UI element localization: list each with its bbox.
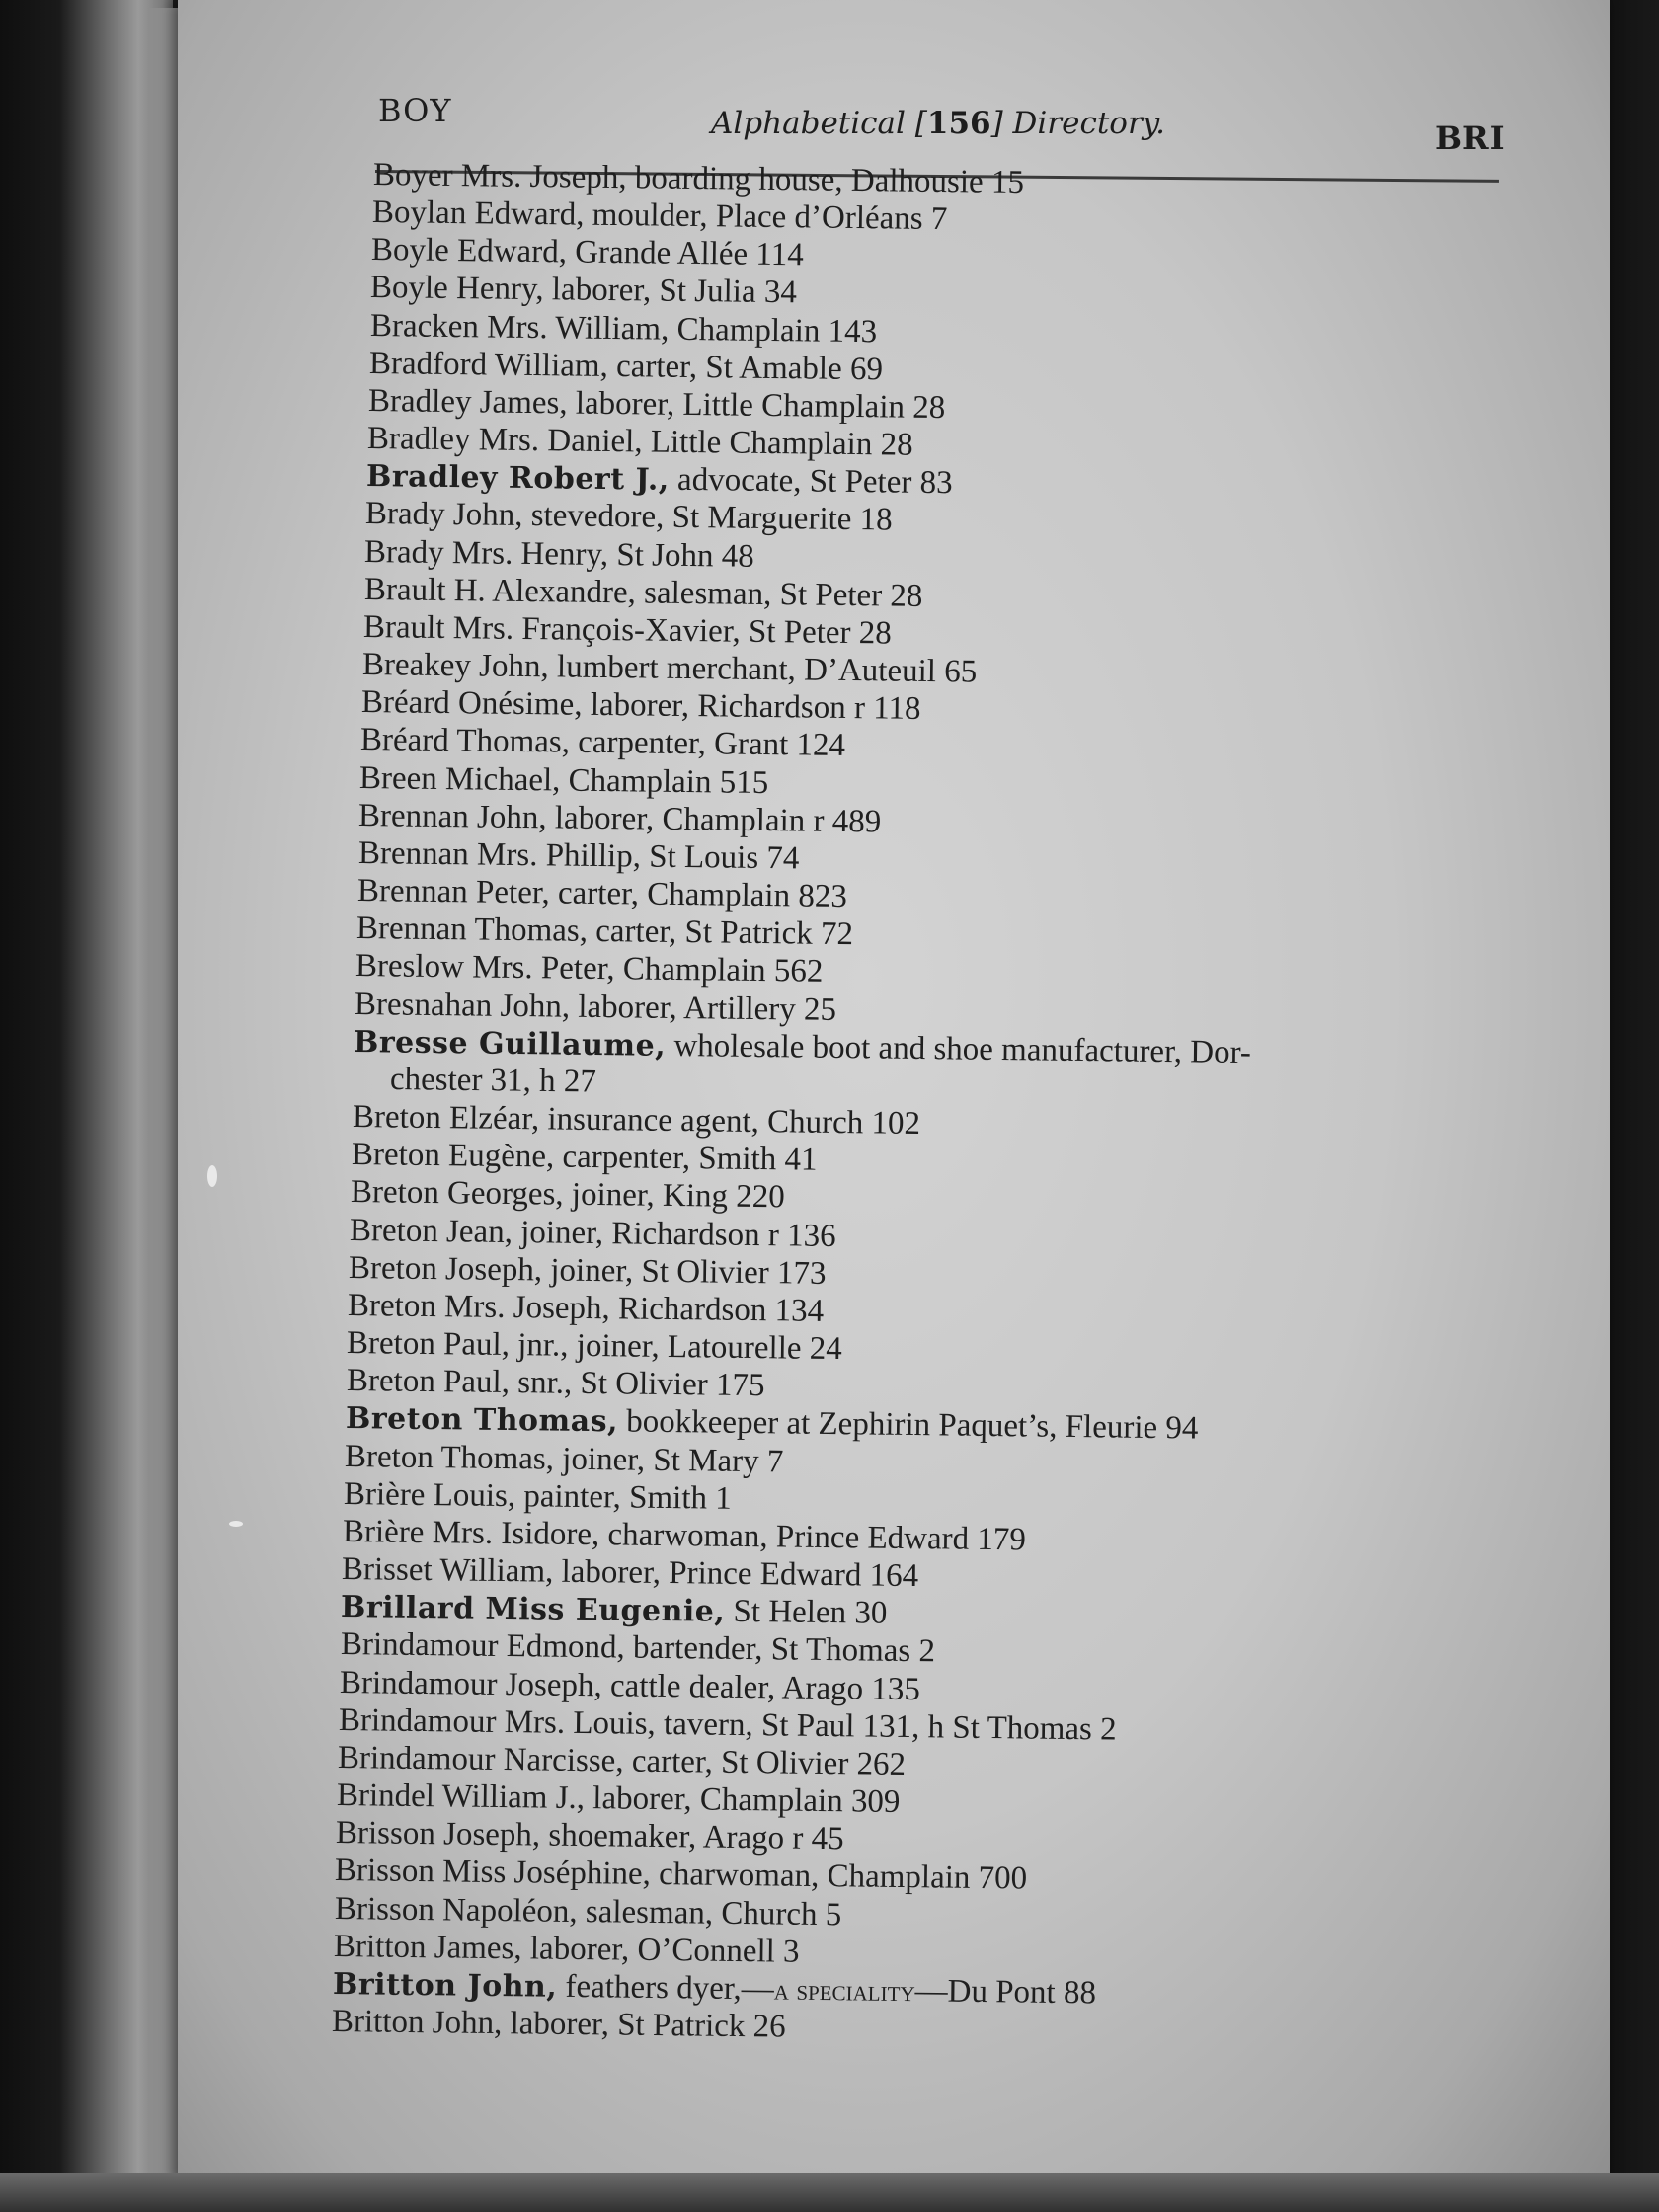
directory-entry bbox=[345, 1438, 784, 1480]
entry-text: Bradley Mrs. Daniel, Little Champlain 28 bbox=[366, 421, 913, 463]
directory-entry bbox=[340, 1625, 934, 1670]
header-right-guide-word: BRI bbox=[1435, 119, 1506, 157]
entry-text: Brennan Peter, carter, Champlain 823 bbox=[356, 873, 847, 915]
entry-text: Boyer Mrs. Joseph, boarding house, Dalhousie 15 bbox=[372, 157, 1025, 201]
entry-text: Breton Paul, snr., St Olivier 175 bbox=[346, 1363, 765, 1404]
directory-entry bbox=[344, 1475, 732, 1518]
entry-text: Breton Mrs. Joseph, Richardson 134 bbox=[348, 1287, 825, 1329]
directory-entry bbox=[362, 608, 891, 653]
entry-bold-name: Brillard Miss Eugenie, bbox=[341, 1590, 726, 1629]
directory-entry bbox=[333, 1928, 799, 1971]
directory-entry bbox=[358, 797, 882, 840]
directory-entry bbox=[363, 571, 922, 615]
entry-text: wholesale boot and shoe manufacturer, Dor- bbox=[666, 1027, 1252, 1070]
entry-text: bookkeeper at Zephirin Paquet’s, Fleurie 94 bbox=[617, 1403, 1199, 1447]
directory-entry bbox=[348, 1287, 825, 1330]
entry-text: Breton Jean, joiner, Richardson r 136 bbox=[349, 1212, 836, 1254]
directory-entry bbox=[351, 1136, 817, 1179]
directory-entry bbox=[351, 1173, 785, 1216]
entry-text: Breakey John, lumbert merchant, D’Auteuil 65 bbox=[361, 647, 978, 690]
entry-text: feathers dyer,— bbox=[556, 1968, 774, 2008]
directory-entry bbox=[339, 1664, 919, 1708]
entry-text: Bresnahan John, laborer, Artillery 25 bbox=[354, 986, 837, 1028]
entry-text: chester 31, h 27 bbox=[390, 1061, 597, 1100]
entry-text: Bréard Thomas, carpenter, Grant 124 bbox=[359, 722, 846, 764]
entry-text: Brady Mrs. Henry, St John 48 bbox=[364, 533, 755, 575]
entry-bold-name: Breton Thomas, bbox=[345, 1401, 618, 1440]
header-title-prefix: Alphabetical [ bbox=[711, 106, 927, 141]
directory-entry bbox=[364, 533, 754, 576]
directory-entry bbox=[360, 721, 845, 764]
entry-text: Boyle Edward, Grande Allée 114 bbox=[371, 232, 805, 274]
entry-text: Brisson Napoléon, salesman, Church 5 bbox=[334, 1890, 842, 1933]
entry-text: Boylan Edward, moulder, Place d’Orléans 7 bbox=[371, 195, 948, 238]
entry-text: Breton Thomas, joiner, St Mary 7 bbox=[344, 1438, 784, 1479]
entry-text: Breslow Mrs. Peter, Champlain 562 bbox=[355, 948, 824, 990]
entry-text: advocate, St Peter 83 bbox=[669, 462, 953, 502]
directory-entry bbox=[332, 2003, 786, 2046]
page-number: 156 bbox=[926, 106, 991, 141]
entry-bold-name: Bradley Robert J., bbox=[365, 459, 671, 499]
header-title-suffix: ] Directory. bbox=[990, 106, 1166, 141]
entry-text: Breton Paul, jnr., joiner, Latourelle 24 bbox=[347, 1325, 843, 1368]
directory-entry bbox=[371, 231, 804, 274]
directory-entry bbox=[369, 307, 877, 351]
entry-text: Breton Eugène, carpenter, Smith 41 bbox=[351, 1137, 818, 1178]
entry-text: Brindamour Narcisse, carter, St Olivier 262 bbox=[337, 1739, 907, 1782]
directory-entry bbox=[336, 1814, 844, 1857]
entry-text: Britton John, laborer, St Patrick 26 bbox=[331, 2004, 786, 2045]
entry-text: Brault H. Alexandre, salesman, St Peter 28 bbox=[363, 571, 923, 614]
directory-entry bbox=[346, 1362, 764, 1404]
entry-text: Breton Georges, joiner, King 220 bbox=[350, 1174, 785, 1216]
entry-small-caps: a speciality bbox=[773, 1973, 915, 2009]
directory-entry bbox=[356, 909, 853, 953]
entry-text: Brennan Thomas, carter, St Patrick 72 bbox=[356, 910, 854, 953]
entry-text: Boyle Henry, laborer, St Julia 34 bbox=[370, 270, 798, 311]
entry-text: Breen Michael, Champlain 515 bbox=[359, 759, 769, 801]
entry-text: Brennan Mrs. Phillip, St Louis 74 bbox=[357, 834, 800, 877]
entry-text: Brady John, stevedore, St Marguerite 18 bbox=[365, 496, 894, 538]
entry-text: Bradford William, carter, St Amable 69 bbox=[368, 345, 883, 388]
entry-bold-name: Britton John, bbox=[332, 1966, 558, 2005]
directory-entry bbox=[350, 1212, 836, 1255]
directory-entry bbox=[359, 759, 769, 802]
entry-text: Brindamour Edmond, bartender, St Thomas 2 bbox=[340, 1626, 935, 1670]
entry-text: St Helen 30 bbox=[725, 1593, 889, 1631]
entry-text: Brault Mrs. François-Xavier, St Peter 28 bbox=[362, 608, 892, 652]
directory-entry bbox=[368, 345, 882, 388]
entry-bold-name: Bresse Guillaume, bbox=[354, 1024, 667, 1064]
directory-entry bbox=[370, 269, 797, 311]
paper-speck bbox=[229, 1521, 243, 1527]
directory-entry bbox=[357, 834, 799, 877]
directory-entry bbox=[390, 1061, 596, 1101]
directory-entry bbox=[334, 1890, 841, 1934]
entry-text: Brisset William, laborer, Prince Edward 164 bbox=[342, 1551, 919, 1595]
entry-text: Brindamour Mrs. Louis, tavern, St Paul 131, h St Thomas 2 bbox=[338, 1701, 1117, 1748]
paper-speck bbox=[207, 1165, 217, 1187]
entry-text: Bracken Mrs. William, Champlain 143 bbox=[369, 307, 877, 350]
directory-entry bbox=[355, 986, 836, 1029]
entry-text-after: —Du Pont 88 bbox=[914, 1973, 1097, 2012]
directory-entry bbox=[356, 947, 824, 990]
directory-entry bbox=[365, 495, 893, 539]
entry-text: Breton Joseph, joiner, St Olivier 173 bbox=[348, 1249, 827, 1292]
entry-text: Brisson Miss Joséphine, charwoman, Champlain 700 bbox=[335, 1853, 1028, 1897]
directory-entry bbox=[347, 1324, 842, 1368]
entry-text: Brindamour Joseph, cattle dealer, Arago 135 bbox=[339, 1664, 920, 1707]
entry-text: Bradley James, laborer, Little Champlain 28 bbox=[367, 382, 946, 427]
entry-text: Breton Elzéar, insurance agent, Church 102 bbox=[352, 1099, 920, 1143]
entry-text: Brisson Joseph, shoemaker, Arago r 45 bbox=[336, 1815, 845, 1857]
entry-text: Brennan John, laborer, Champlain r 489 bbox=[358, 797, 882, 840]
entry-text: Brière Louis, painter, Smith 1 bbox=[343, 1475, 732, 1517]
entry-text: Brindel William J., laborer, Champlain 309 bbox=[336, 1778, 901, 1820]
directory-entry bbox=[349, 1249, 827, 1293]
entry-text: Britton James, laborer, O’Connell 3 bbox=[333, 1928, 800, 1970]
entry-text: Brière Mrs. Isidore, charwoman, Prince Edward 179 bbox=[342, 1513, 1027, 1558]
header-left-guide-word: BOY bbox=[378, 92, 452, 129]
entry-text: Bréard Onésime, laborer, Richardson r 118 bbox=[360, 684, 921, 728]
directory-entry bbox=[356, 872, 846, 915]
